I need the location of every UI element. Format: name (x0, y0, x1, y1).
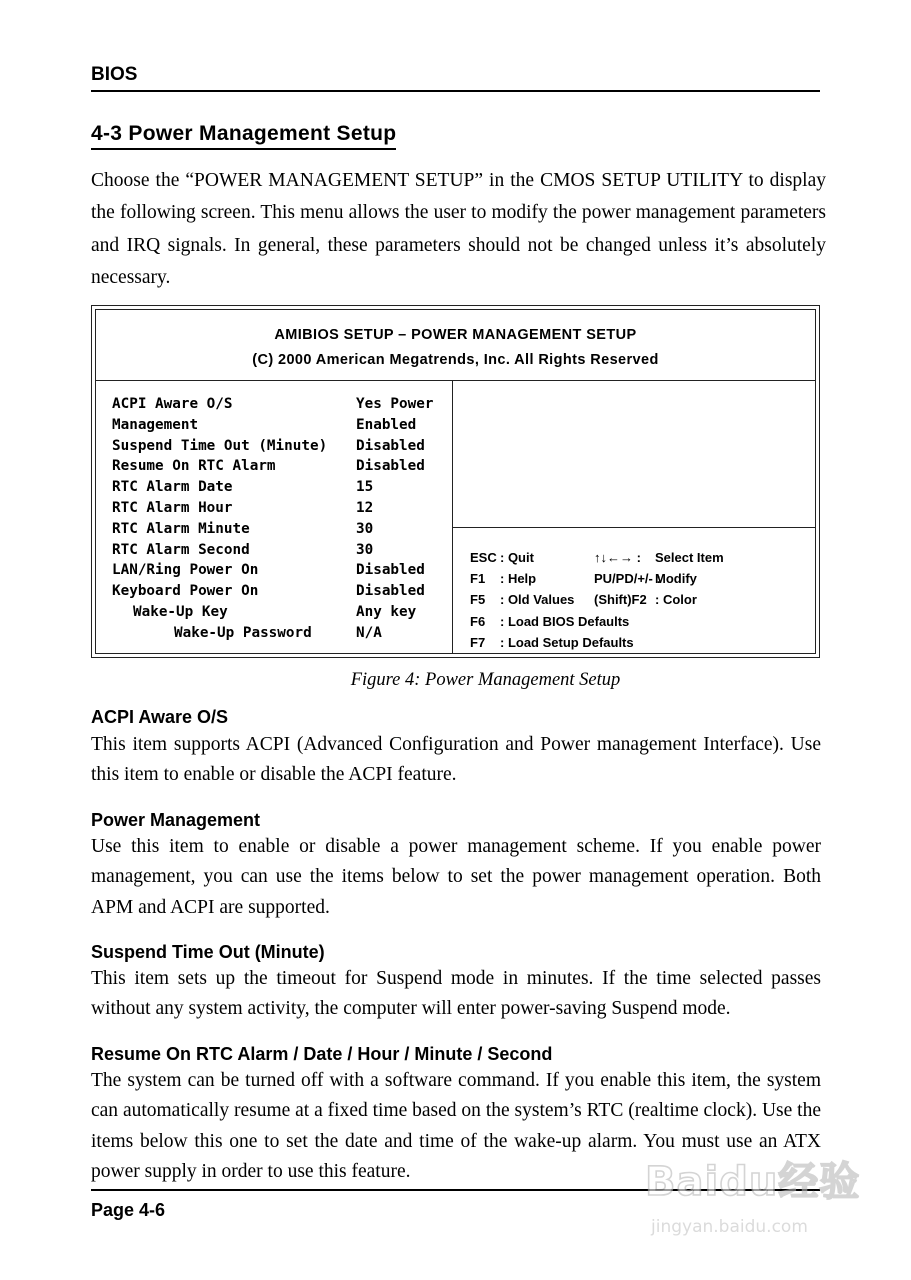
intro-paragraph: Choose the “POWER MANAGEMENT SETUP” in the CMOS SETUP UTILITY to display the following screen. This menu allows the user to modify the power management parameters and IRQ signals. In general, these parameters should not be changed unless it’s absolutely necessary. (91, 170, 826, 288)
setting-label: ACPI Aware O/S (112, 396, 233, 412)
setting-label: RTC Alarm Date (112, 479, 233, 496)
setting-value: Disabled (356, 437, 425, 454)
figure-caption: Figure 4: Power Management Setup (350, 670, 621, 690)
setting-label: LAN/Ring Power On (112, 562, 259, 579)
item-heading-suspend-timeout: Suspend Time Out (Minute) (91, 942, 325, 962)
setting-label: Suspend Time Out (Minute) (112, 437, 328, 454)
key-legend-row (470, 632, 810, 653)
setting-row[interactable] (112, 560, 442, 581)
key-description: : Old Values (500, 592, 575, 608)
item-heading-acpi: ACPI Aware O/S (91, 707, 229, 727)
item-heading-power-management: Power Management (91, 810, 261, 830)
key-name: F5 (470, 592, 486, 608)
page-number: Page 4-6 (91, 1189, 820, 1221)
key-legend-row (470, 547, 810, 568)
setting-value: 30 (356, 520, 374, 537)
key-description: : Help (500, 571, 537, 587)
key-description: : Color (655, 592, 697, 608)
setting-value: Enabled (356, 416, 417, 433)
bios-screen-frame (95, 309, 816, 654)
setting-row[interactable] (112, 519, 442, 540)
bios-title-line1: AMIBIOS SETUP – POWER MANAGEMENT SETUP (274, 327, 637, 343)
key-description: : Load Setup Defaults (500, 634, 634, 650)
setting-label: RTC Alarm Minute (112, 520, 250, 537)
section-title: 4-3 Power Management Setup (91, 121, 396, 150)
item-body-suspend-timeout: This item sets up the timeout for Suspend mode in minutes. If the time selected passes without any system activity, the computer will enter power-saving Suspend mode. (91, 968, 821, 1020)
item-body-acpi: This item supports ACPI (Advanced Configuration and Power management Interface). Use this item to enable or disable the ACPI feature. (91, 734, 821, 786)
setting-label: Management (112, 416, 199, 433)
bios-screen-figure (91, 305, 820, 658)
setting-row[interactable] (112, 540, 442, 561)
setting-value: Yes Power (356, 396, 434, 412)
setting-value: Any key (356, 603, 417, 620)
setting-value: 30 (356, 541, 374, 558)
setting-label: Wake-Up Password (174, 624, 312, 641)
bios-divider (96, 380, 815, 381)
key-name: F1 (470, 571, 486, 587)
bios-title (96, 323, 815, 373)
setting-row[interactable] (112, 477, 442, 498)
setting-row[interactable] (112, 394, 442, 415)
key-description: : Load BIOS Defaults (500, 613, 630, 629)
running-header: BIOS (91, 64, 820, 92)
setting-label: RTC Alarm Second (112, 541, 250, 558)
setting-row[interactable] (112, 415, 442, 436)
key-description: Select Item (655, 550, 724, 565)
watermark-url: jingyan.baidu.com (651, 1217, 808, 1237)
setting-value: 15 (356, 479, 374, 496)
setting-value: N/A (356, 624, 382, 641)
setting-row[interactable] (112, 581, 442, 602)
setting-value: 12 (356, 499, 374, 516)
setting-row[interactable] (112, 498, 442, 519)
key-description: Modify (655, 571, 697, 587)
setting-value: Disabled (356, 458, 425, 475)
key-legend-row (470, 611, 810, 632)
bios-help-divider (452, 527, 815, 528)
key-legend-row (470, 589, 810, 610)
setting-label: Resume On RTC Alarm (112, 458, 276, 475)
setting-value: Disabled (356, 562, 425, 579)
setting-row[interactable] (112, 623, 442, 644)
setting-label: Wake-Up Key (133, 603, 228, 620)
key-name: F6 (470, 613, 486, 629)
key-name: ESC (470, 550, 497, 565)
key-name: F7 (470, 634, 486, 650)
baidu-watermark (645, 1145, 870, 1250)
key-name: (Shift)F2 (594, 592, 647, 608)
setting-row[interactable] (112, 456, 442, 477)
bios-settings-list (112, 394, 442, 644)
item-body-power-management: Use this item to enable or disable a power management scheme. If you enable power management, you can use the items below to set the power management operation. Both APM and ACPI are supported. (91, 836, 821, 918)
bios-key-legend (470, 547, 810, 653)
setting-row[interactable] (112, 602, 442, 623)
baidu-logo: Baidu经验 (645, 1159, 861, 1205)
setting-value: Disabled (356, 583, 425, 600)
key-description: : Quit (500, 550, 534, 565)
key-legend-row (470, 568, 810, 589)
key-name: PU/PD/+/- : (594, 571, 661, 587)
setting-row[interactable] (112, 436, 442, 457)
setting-label: RTC Alarm Hour (112, 499, 233, 516)
bios-title-line2: (C) 2000 American Megatrends, Inc. All Rights Reserved (252, 352, 659, 368)
setting-label: Keyboard Power On (112, 583, 259, 600)
arrow-keys-icon: ↑↓←→ : (594, 550, 641, 565)
bios-column-divider (452, 380, 453, 653)
item-body-resume-rtc: The system can be turned off with a software command. If you enable this item, the system can automatically resume at a fixed time based on the system’s RTC (realtime clock). Use the items below this one to set the date and time of the wake-up alarm. You must use an ATX power supply in order to use this feature. (91, 1070, 821, 1182)
item-heading-resume-rtc: Resume On RTC Alarm / Date / Hour / Minute / Second (91, 1044, 553, 1064)
